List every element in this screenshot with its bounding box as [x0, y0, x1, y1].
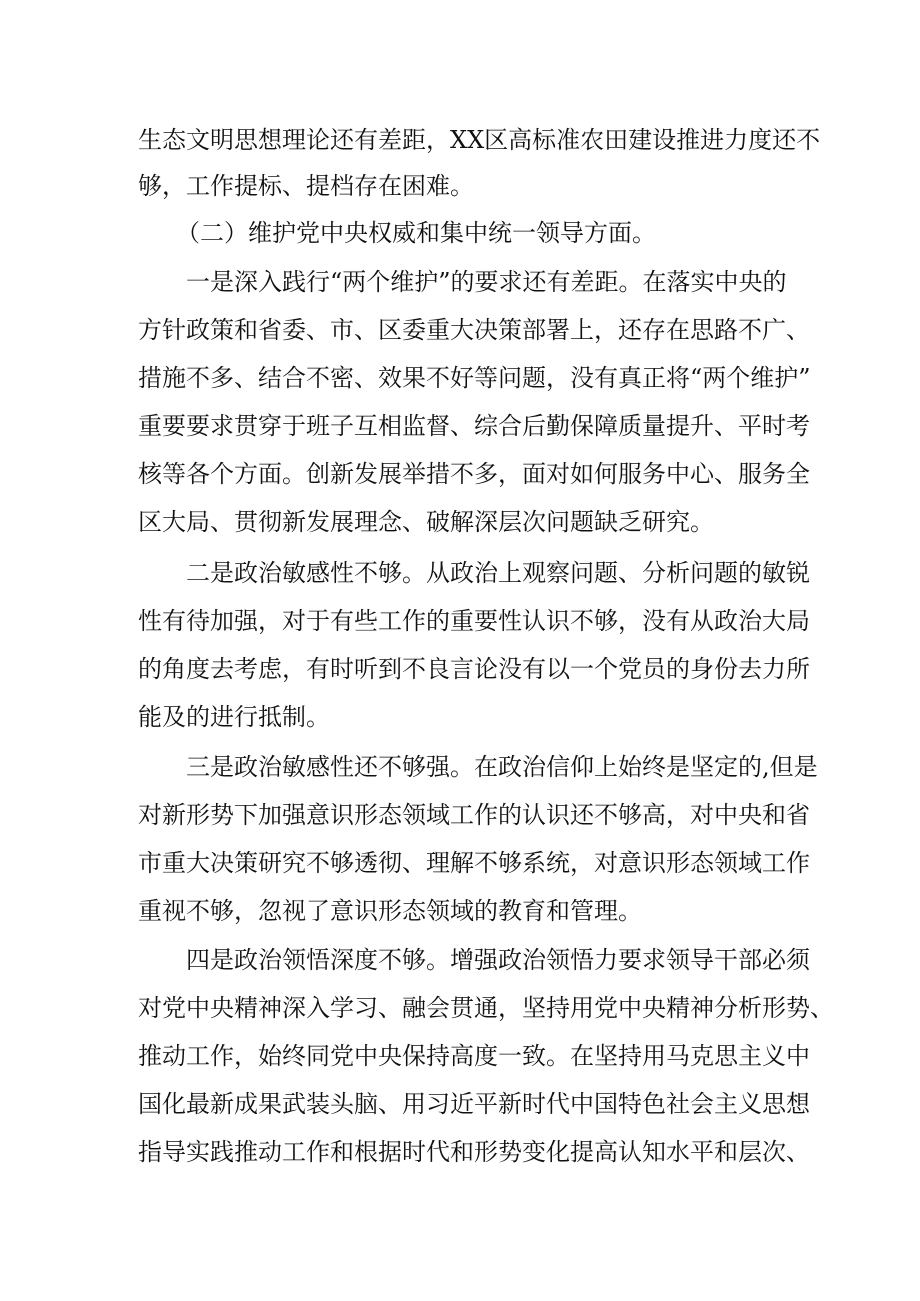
text-line: 措施不多、结合不密、效果不好等问题，没有真正将“两个维护” — [138, 364, 811, 392]
text-line: 能及的进行抵制。 — [138, 703, 330, 731]
text-line: 够，工作提标、提档存在困难。 — [138, 172, 474, 200]
text-line: 四是政治领悟深度不够。增强政治领悟力要求领导干部必须 — [186, 946, 810, 974]
text-line: 一是深入践行“两个维护”的要求还有差距。在落实中央的 — [186, 268, 787, 296]
text-line: 方针政策和省委、市、区委重大决策部署上，还存在思路不广、 — [138, 316, 810, 344]
text-line: 三是政治敏感性还不够强。在政治信仰上始终是坚定的,但是 — [186, 753, 818, 781]
text-line: 性有待加强，对于有些工作的重要性认识不够，没有从政治大局 — [138, 607, 810, 635]
text-line: 的角度去考虑，有时听到不良言论没有以一个党员的身份去力所 — [138, 655, 810, 683]
text-line: 推动工作，始终同党中央保持高度一致。在坚持用马克思主义中 — [138, 1042, 810, 1070]
text-line: 重视不够，忽视了意识形态领域的教育和管理。 — [138, 897, 642, 925]
text-line: 国化最新成果武装头脑、用习近平新时代中国特色社会主义思想 — [138, 1090, 810, 1118]
text-line: 重要要求贯穿于班子互相监督、综合后勤保障质量提升、平时考 — [138, 412, 810, 440]
text-line: 市重大决策研究不够透彻、理解不够系统，对意识形态领域工作 — [138, 849, 810, 877]
text-line: 二是政治敏感性不够。从政治上观察问题、分析问题的敏锐 — [186, 559, 810, 587]
text-line: 生态文明思想理论还有差距，XX区高标准农田建设推进力度还不 — [138, 126, 821, 154]
section-heading: （二）维护党中央权威和集中统一领导方面。 — [176, 219, 656, 247]
text-line: 对党中央精神深入学习、融会贯通，坚持用党中央精神分析形势、 — [138, 994, 834, 1022]
text-line: 对新形势下加强意识形态领域工作的认识还不够高，对中央和省 — [138, 801, 810, 829]
text-line: 区大局、贯彻新发展理念、破解深层次问题缺乏研究。 — [138, 508, 714, 536]
text-line: 核等各个方面。创新发展举措不多，面对如何服务中心、服务全 — [138, 460, 810, 488]
text-line: 指导实践推动工作和根据时代和形势变化提高认知水平和层次、 — [138, 1138, 810, 1166]
